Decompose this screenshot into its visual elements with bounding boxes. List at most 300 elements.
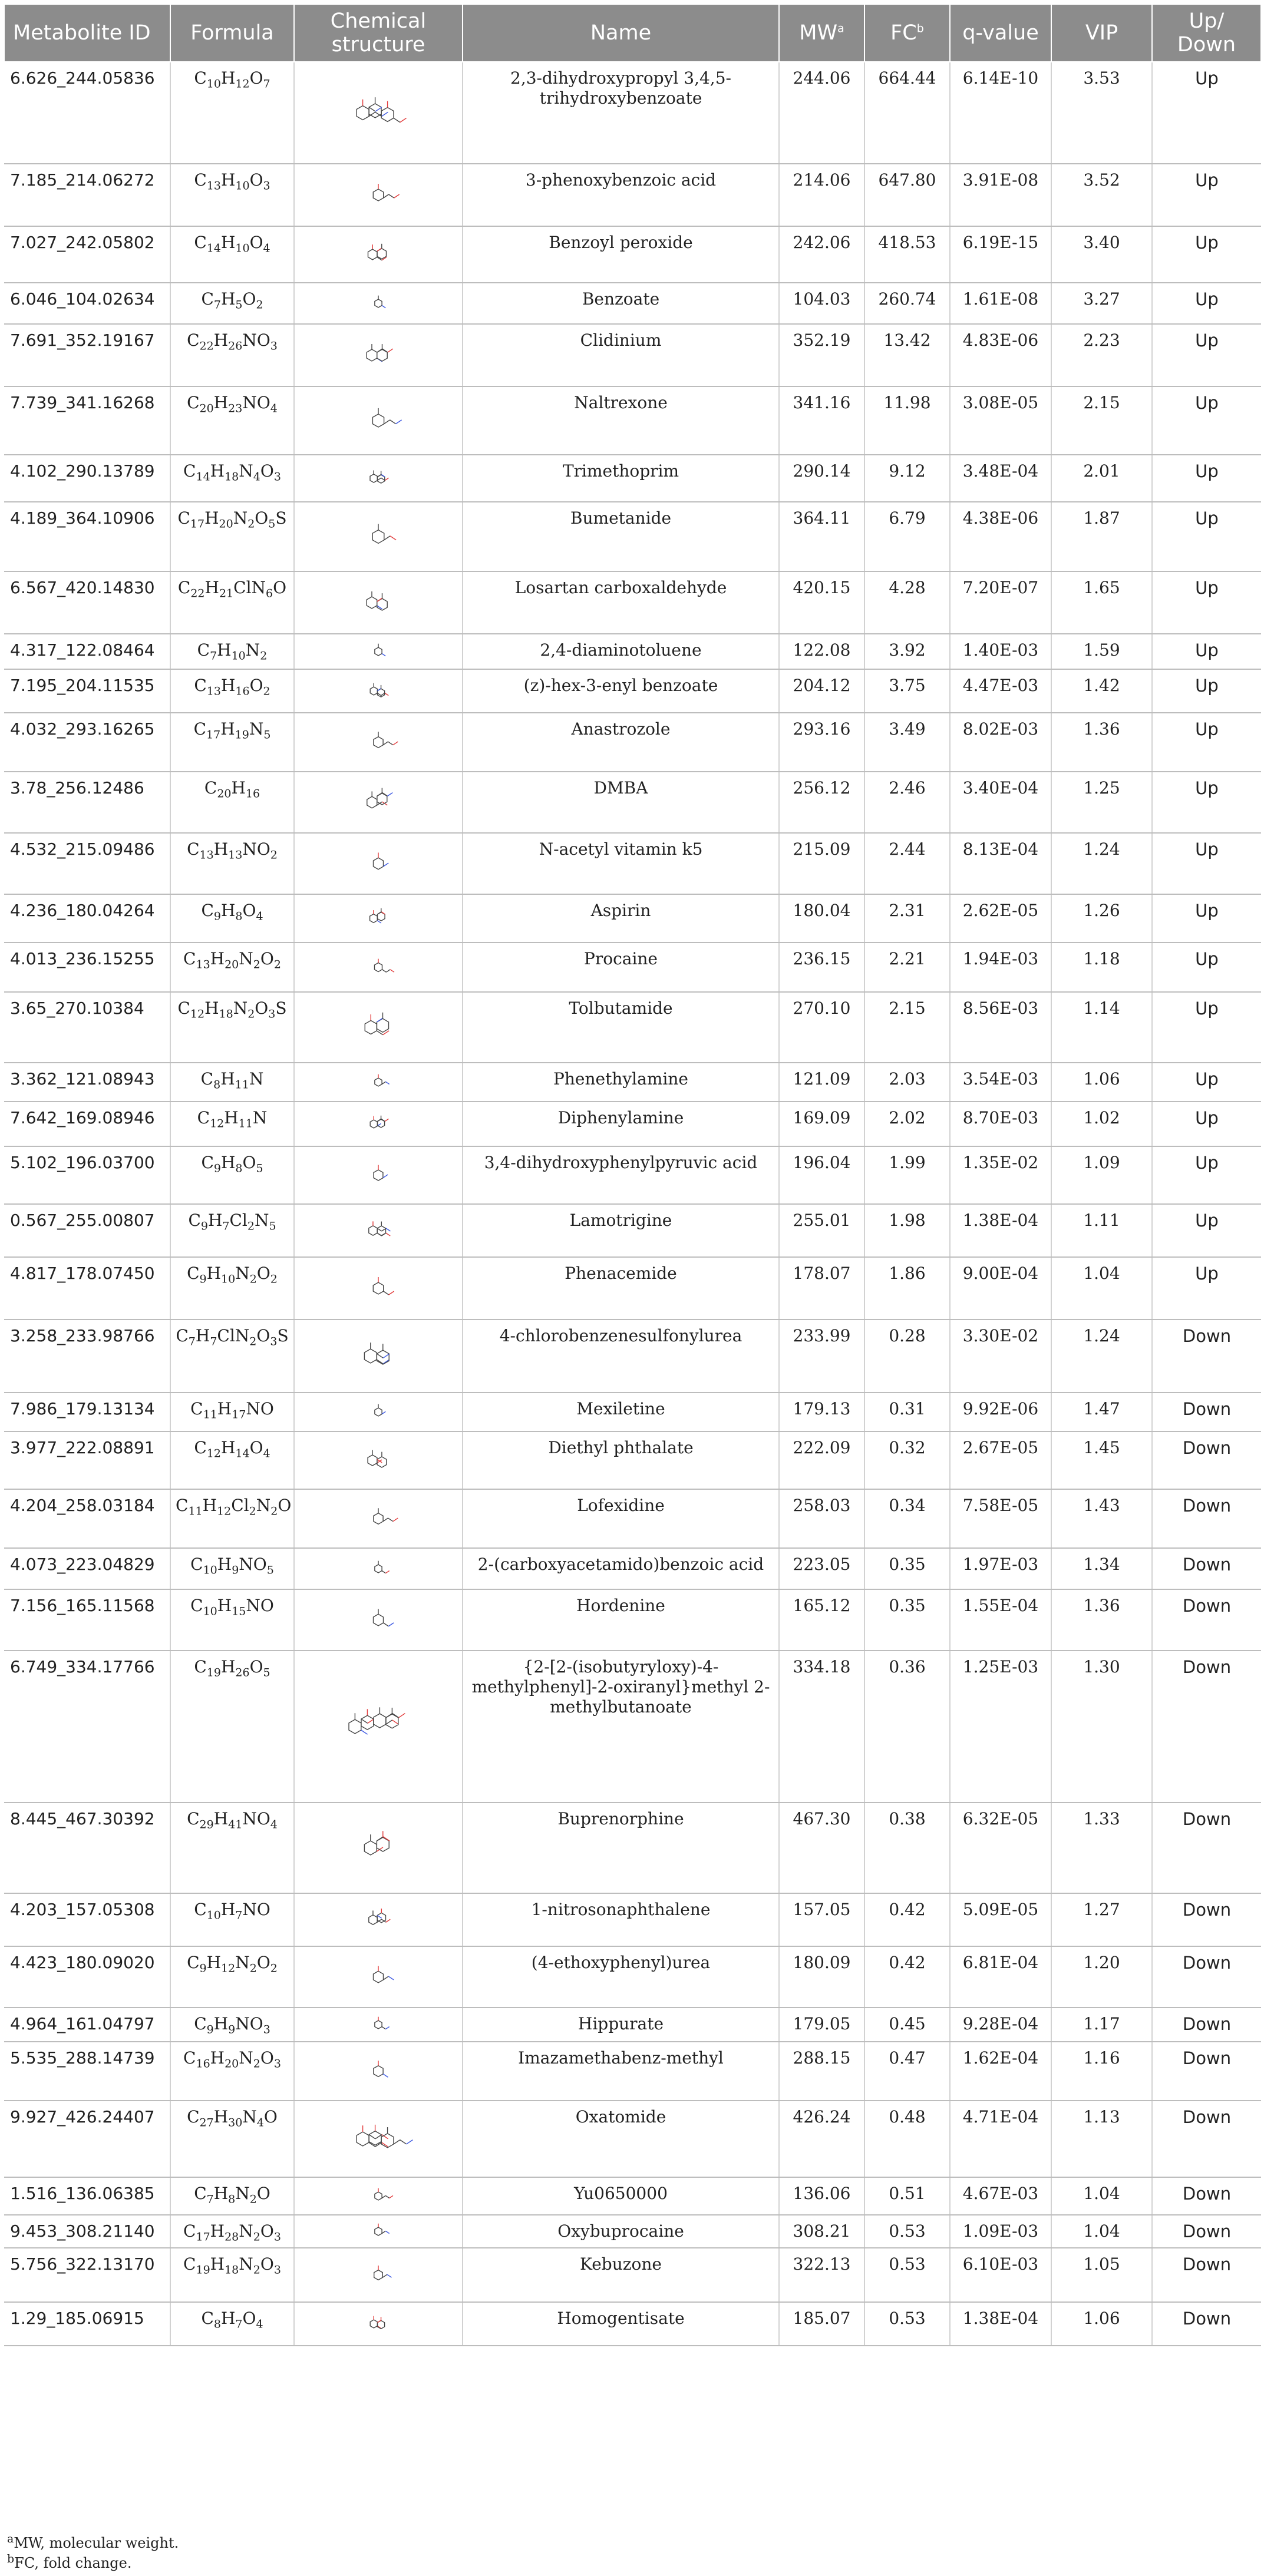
chemical-structure-drawing (299, 1553, 458, 1585)
formula-subscript: 17 (206, 728, 221, 742)
chemical-structure-cell (294, 2008, 463, 2042)
compound-name-cell: Oxatomide (463, 2101, 779, 2177)
up-down-cell: Down (1152, 2042, 1261, 2101)
formula-subscript: 2 (260, 649, 268, 663)
q-value-cell: 6.14E-10 (950, 62, 1051, 164)
formula-element: H (220, 1153, 236, 1172)
formula-subscript: 22 (199, 339, 214, 353)
vip-cell: 1.09 (1051, 1146, 1152, 1204)
structure-bond (385, 1082, 389, 1084)
formula-cell (170, 324, 294, 386)
chemical-structure-cell (294, 62, 463, 164)
fc-cell: 260.74 (864, 283, 950, 324)
compound-name-cell: Losartan carboxaldehyde (463, 571, 779, 634)
formula-element: O (260, 2221, 274, 2241)
formula-cell (170, 1893, 294, 1946)
up-down-cell: Up (1152, 833, 1261, 894)
footnote-mw (7, 2533, 179, 2553)
vip-cell: 1.26 (1051, 894, 1152, 943)
formula-subscript: 4 (263, 1447, 270, 1460)
structure-bond (377, 349, 382, 352)
compound-name-cell: Hippurate (463, 2008, 779, 2042)
fc-cell: 2.21 (864, 943, 950, 992)
fc-cell: 0.53 (864, 2248, 950, 2302)
chemical-structure-cell (294, 833, 463, 894)
formula-subscript: 2 (247, 1007, 255, 1021)
compound-name-cell: Imazamethabenz-methyl (463, 2042, 779, 2101)
table-row (4, 1204, 1261, 1257)
compound-name-cell: Mexiletine (463, 1393, 779, 1431)
formula-cell (170, 1946, 294, 2008)
up-down-cell: Up (1152, 894, 1261, 943)
chemical-structure-drawing (299, 1494, 458, 1543)
formula-cell (170, 2177, 294, 2215)
q-value-cell: 2.62E-05 (950, 894, 1051, 943)
up-down-cell: Down (1152, 1946, 1261, 2008)
q-value-cell: 7.58E-05 (950, 1489, 1051, 1548)
formula-subscript: 18 (225, 470, 239, 484)
formula-subscript: 2 (253, 2230, 260, 2244)
vip-cell: 1.14 (1051, 992, 1152, 1063)
formula-cell (170, 2008, 294, 2042)
chemical-structure-cell (294, 1146, 463, 1204)
fc-cell: 0.45 (864, 2008, 950, 2042)
formula-element: H (207, 1211, 223, 1230)
structure-bond (382, 1082, 385, 1084)
structure-bond (383, 742, 388, 745)
formula-subscript: 9 (213, 1162, 221, 1175)
compound-name-cell: 2,3-dihydroxypropyl 3,4,5-trihydroxybenzoate (463, 62, 779, 164)
vip-cell: 1.25 (1051, 772, 1152, 833)
q-value-cell: 4.67E-03 (950, 2177, 1051, 2215)
chemical-structure-cell (294, 772, 463, 833)
chemical-structure-cell (294, 1651, 463, 1803)
fc-cell: 0.34 (864, 1489, 950, 1548)
fc-cell: 4.28 (864, 571, 950, 634)
metabolite-id-cell: 4.032_293.16265 (4, 713, 170, 772)
up-down-cell: Up (1152, 502, 1261, 571)
formula-subscript: 21 (219, 587, 234, 600)
vip-cell: 3.52 (1051, 164, 1152, 226)
chemical-structure-drawing (299, 776, 458, 828)
formula-subscript: 4 (256, 910, 263, 923)
formula-element: O (256, 1809, 270, 1828)
structure-ring (367, 349, 377, 361)
formula-element: H (213, 330, 229, 350)
chemical-structure-cell (294, 2248, 463, 2302)
q-value-cell: 1.94E-03 (950, 943, 1051, 992)
formula-subscript: 19 (235, 728, 249, 742)
chemical-structure-drawing (299, 1594, 458, 1646)
structure-bond (377, 1119, 381, 1121)
formula-subscript: 27 (199, 2116, 214, 2129)
table-footnotes (7, 2533, 179, 2573)
formula-cell (170, 164, 294, 226)
chemical-structure-cell (294, 1589, 463, 1651)
table-row (4, 634, 1261, 669)
fc-cell: 0.51 (864, 2177, 950, 2215)
formula-subscript: 10 (231, 649, 246, 663)
formula-subscript: 9 (232, 1563, 239, 1577)
formula-element: S (275, 998, 287, 1018)
mw-cell: 308.21 (779, 2215, 864, 2248)
compound-name-cell: Aspirin (463, 894, 779, 943)
vip-cell: 1.04 (1051, 2215, 1152, 2248)
mw-cell: 255.01 (779, 1204, 864, 1257)
metabolite-id-cell: 7.739_341.16268 (4, 386, 170, 455)
structure-bond (392, 1714, 399, 1718)
formula-element: C (193, 719, 207, 739)
vip-cell: 1.36 (1051, 1589, 1152, 1651)
mw-cell: 256.12 (779, 772, 864, 833)
chemical-structure-drawing (299, 1067, 458, 1097)
formula-element: C (177, 578, 191, 597)
formula-cell (170, 1548, 294, 1589)
up-down-cell: Down (1152, 2215, 1261, 2248)
structure-bond (377, 2320, 381, 2323)
structure-bond (393, 1518, 398, 1522)
structure-bond (388, 349, 393, 352)
q-value-cell: 3.54E-03 (950, 1063, 1051, 1102)
formula-subscript: 8 (228, 2193, 236, 2206)
table-row (4, 713, 1261, 772)
table-row (4, 1431, 1261, 1489)
fc-cell: 11.98 (864, 386, 950, 455)
mw-cell: 165.12 (779, 1589, 864, 1651)
chemical-structure-cell (294, 713, 463, 772)
formula-subscript: 2 (263, 684, 270, 698)
formula-subscript: 2 (256, 298, 263, 312)
compound-name-cell: Yu0650000 (463, 2177, 779, 2215)
chemical-structure-drawing (299, 2105, 458, 2172)
mw-cell: 185.07 (779, 2302, 864, 2346)
formula-element: C (201, 1153, 214, 1172)
formula-cell (170, 992, 294, 1063)
structure-ring (370, 474, 377, 482)
formula-subscript: 18 (225, 2263, 239, 2277)
formula-element: C (200, 1069, 214, 1089)
formula-element: C (177, 998, 190, 1018)
q-value-cell: 3.08E-05 (950, 386, 1051, 455)
chemical-structure-drawing (299, 1324, 458, 1388)
metabolite-id-cell: 5.756_322.13170 (4, 2248, 170, 2302)
formula-subscript: 13 (206, 684, 221, 698)
structure-ring (374, 1971, 384, 1983)
formula-element: N (254, 1211, 269, 1230)
structure-bond (407, 2140, 413, 2144)
formula-element: NO (246, 1399, 274, 1418)
formula-subscript: 2 (249, 1504, 256, 1518)
table-row (4, 1257, 1261, 1320)
formula-subscript: 5 (266, 1563, 274, 1577)
fc-cell: 0.28 (864, 1320, 950, 1393)
up-down-cell: Up (1152, 1063, 1261, 1102)
structure-bond (392, 1720, 399, 1724)
up-down-cell: Up (1152, 62, 1261, 164)
table-row (4, 164, 1261, 226)
q-value-cell: 8.02E-03 (950, 713, 1051, 772)
formula-subscript: 20 (225, 958, 239, 971)
formula-subscript: 3 (270, 1335, 278, 1348)
fc-cell: 0.35 (864, 1589, 950, 1651)
structure-bond (361, 1719, 368, 1723)
formula-element: H (220, 1438, 236, 1457)
formula-element: C (187, 839, 200, 859)
metabolite-id-cell: 7.195_204.11535 (4, 669, 170, 713)
fc-cell: 0.31 (864, 1393, 950, 1431)
table-row (4, 324, 1261, 386)
mw-cell: 157.05 (779, 1893, 864, 1946)
compound-name-cell: Anastrozole (463, 713, 779, 772)
up-down-cell: Down (1152, 1431, 1261, 1489)
formula-subscript: 11 (238, 1117, 253, 1130)
q-value-cell: 6.32E-05 (950, 1803, 1051, 1893)
formula-element: C (187, 330, 200, 350)
q-value-cell: 7.20E-07 (950, 571, 1051, 634)
formula-element: O (256, 393, 270, 412)
chemical-structure-cell (294, 1320, 463, 1393)
chemical-structure-cell (294, 1257, 463, 1320)
chemical-structure-cell (294, 1893, 463, 1946)
structure-ring (372, 414, 384, 427)
header-updown-line2: Down (1177, 33, 1236, 57)
formula-subscript: 8 (213, 2317, 221, 2331)
vip-cell: 1.24 (1051, 1320, 1152, 1393)
formula-subscript: 29 (199, 1818, 214, 1831)
formula-cell (170, 571, 294, 634)
fc-cell: 0.35 (864, 1548, 950, 1589)
formula-subscript: 3 (273, 2230, 281, 2244)
compound-name-cell: Lofexidine (463, 1489, 779, 1548)
structure-bond (383, 1623, 388, 1626)
vip-cell: 1.18 (1051, 943, 1152, 992)
vip-cell: 1.42 (1051, 669, 1152, 713)
structure-ring (374, 1513, 383, 1525)
formula-subscript: 2 (253, 2057, 260, 2071)
structure-bond (389, 1291, 394, 1295)
formula-element: C (183, 2254, 196, 2274)
structure-bond (383, 1175, 388, 1178)
mw-cell: 352.19 (779, 324, 864, 386)
chemical-structure-drawing (299, 67, 458, 159)
metabolite-id-cell: 1.516_136.06385 (4, 2177, 170, 2215)
formula-element: NO (235, 2014, 263, 2033)
formula-subscript: 13 (199, 848, 214, 862)
formula-element: O (249, 68, 263, 88)
formula-element: C (194, 2184, 207, 2203)
chemical-structure-cell (294, 1803, 463, 1893)
structure-ring (368, 1455, 377, 1466)
formula-subscript: 10 (235, 242, 250, 255)
chemical-structure-cell (294, 324, 463, 386)
formula-subscript: 4 (256, 2317, 263, 2331)
formula-element: N (242, 393, 257, 412)
table-row (4, 894, 1261, 943)
chemical-structure-cell (294, 1548, 463, 1589)
structure-bond (389, 194, 394, 198)
chemical-structure-drawing (299, 2253, 458, 2297)
fc-cell: 0.48 (864, 2101, 950, 2177)
table-row (4, 772, 1261, 833)
formula-element: S (275, 508, 287, 528)
chemical-structure-cell (294, 571, 463, 634)
fc-cell: 0.32 (864, 1431, 950, 1489)
structure-bond (385, 1119, 388, 1121)
formula-element: O (256, 1326, 270, 1345)
formula-subscript: 5 (263, 1666, 270, 1679)
chemical-structure-cell (294, 1489, 463, 1548)
q-value-cell: 1.38E-04 (950, 2302, 1051, 2346)
q-value-cell: 3.91E-08 (950, 164, 1051, 226)
structure-bond (369, 2135, 375, 2139)
metabolite-id-cell: 4.204_258.03184 (4, 1489, 170, 1548)
header-updown-line1: Up/ (1189, 9, 1225, 33)
formula-element: H (210, 2221, 225, 2241)
table-row (4, 1146, 1261, 1204)
formula-element: C (194, 2014, 207, 2033)
structure-bond (377, 689, 381, 691)
formula-element: N (252, 1108, 268, 1127)
structure-ring (349, 1719, 361, 1734)
mw-cell: 236.15 (779, 943, 864, 992)
structure-ring (374, 737, 383, 748)
vip-cell: 1.20 (1051, 1946, 1152, 2008)
metabolite-id-cell: 7.986_179.13134 (4, 1393, 170, 1431)
formula-subscript: 12 (217, 1504, 232, 1518)
chemical-structure-drawing (299, 1655, 458, 1798)
vip-cell: 1.17 (1051, 2008, 1152, 2042)
formula-cell (170, 502, 294, 571)
chemical-structure-drawing (299, 947, 458, 987)
formula-element: O (260, 949, 274, 968)
formula-element: C (194, 68, 207, 88)
structure-ring (375, 1408, 382, 1416)
compound-name-cell: 3,4-dihydroxyphenylpyruvic acid (463, 1146, 779, 1204)
mw-cell: 169.09 (779, 1102, 864, 1146)
vip-cell: 1.36 (1051, 713, 1152, 772)
chemical-structure-cell (294, 502, 463, 571)
footnote-mark-a: a (7, 2532, 14, 2545)
formula-subscript: 3 (263, 2023, 270, 2036)
structure-bond (377, 478, 381, 480)
formula-element: C (177, 508, 190, 528)
metabolite-id-cell: 7.691_352.19167 (4, 324, 170, 386)
structure-bond (383, 1837, 390, 1841)
structure-bond (377, 1915, 381, 1918)
formula-element: O (260, 2254, 274, 2274)
vip-cell: 1.65 (1051, 571, 1152, 634)
compound-name-cell: Oxybuprocaine (463, 2215, 779, 2248)
mw-cell: 104.03 (779, 283, 864, 324)
table-row (4, 2042, 1261, 2101)
formula-cell (170, 634, 294, 669)
formula-cell (170, 1803, 294, 1893)
table-row (4, 502, 1261, 571)
structure-bond (385, 693, 388, 696)
formula-subscript: 7 (210, 1335, 217, 1348)
chemical-structure-drawing (299, 2307, 458, 2341)
formula-subscript: 2 (249, 1272, 257, 1286)
metabolite-id-cell: 4.102_290.13789 (4, 455, 170, 502)
formula-element: NO (239, 1555, 267, 1574)
structure-bond (377, 1228, 381, 1231)
fc-cell: 2.15 (864, 992, 950, 1063)
structure-bond (390, 970, 394, 973)
structure-ring (375, 963, 382, 971)
formula-element: H (213, 2014, 229, 2033)
vip-cell: 3.27 (1051, 283, 1152, 324)
formula-element: H (210, 2254, 225, 2274)
q-value-cell: 3.40E-04 (950, 772, 1051, 833)
vip-cell: 1.11 (1051, 1204, 1152, 1257)
compound-name-cell: Diethyl phthalate (463, 1431, 779, 1489)
formula-cell (170, 1063, 294, 1102)
formula-cell (170, 2042, 294, 2101)
formula-cell (170, 62, 294, 164)
table-row (4, 62, 1261, 164)
formula-cell (170, 713, 294, 772)
q-value-cell: 4.38E-06 (950, 502, 1051, 571)
structure-bond (386, 1714, 392, 1718)
structure-bond (369, 107, 375, 111)
structure-bond (385, 2027, 389, 2029)
mw-cell: 215.09 (779, 833, 864, 894)
formula-subscript: 14 (206, 242, 221, 255)
table-row (4, 1063, 1261, 1102)
formula-element: NO (242, 1900, 270, 1919)
table-row (4, 1393, 1261, 1431)
table-row (4, 226, 1261, 283)
formula-element: H (220, 2309, 236, 2328)
chemical-structure-drawing (299, 507, 458, 567)
formula-element: C (194, 676, 207, 695)
formula-subscript: 11 (188, 1504, 203, 1518)
header-vip: VIP (1051, 4, 1152, 62)
compound-name-cell: {2-[2-(isobutyryloxy)-4-methylphenyl]-2-oxiranyl}methyl 2-methylbutanoate (463, 1651, 779, 1803)
metabolite-id-cell: 3.78_256.12486 (4, 772, 170, 833)
formula-subscript: 10 (206, 1909, 221, 1922)
formula-element: H (206, 1264, 222, 1283)
formula-element: N (245, 640, 260, 660)
structure-bond (399, 1714, 405, 1718)
chemical-structure-cell (294, 386, 463, 455)
formula-subscript: 15 (232, 1605, 246, 1618)
table-row (4, 1548, 1261, 1589)
vip-cell: 2.23 (1051, 324, 1152, 386)
fc-cell: 2.31 (864, 894, 950, 943)
structure-bond (377, 1354, 383, 1358)
structure-bond (382, 654, 385, 656)
compound-name-cell: 1-nitrosonaphthalene (463, 1893, 779, 1946)
compound-name-cell: Phenacemide (463, 1257, 779, 1320)
formula-cell (170, 1589, 294, 1651)
header-fc-footnote-mark: b (916, 22, 924, 35)
formula-cell (170, 1146, 294, 1204)
table-row (4, 1893, 1261, 1946)
formula-subscript: 10 (203, 1605, 217, 1618)
formula-element: C (197, 1108, 210, 1127)
formula-subscript: 10 (235, 179, 250, 193)
formula-element: O (260, 2048, 274, 2068)
mw-cell: 334.18 (779, 1651, 864, 1803)
vip-cell: 1.05 (1051, 2248, 1152, 2302)
structure-ring (372, 530, 384, 544)
mw-cell: 244.06 (779, 62, 864, 164)
mw-cell: 420.15 (779, 571, 864, 634)
structure-ring (373, 1282, 383, 1294)
structure-bond (377, 474, 381, 477)
metabolite-id-cell: 7.156_165.11568 (4, 1589, 170, 1651)
